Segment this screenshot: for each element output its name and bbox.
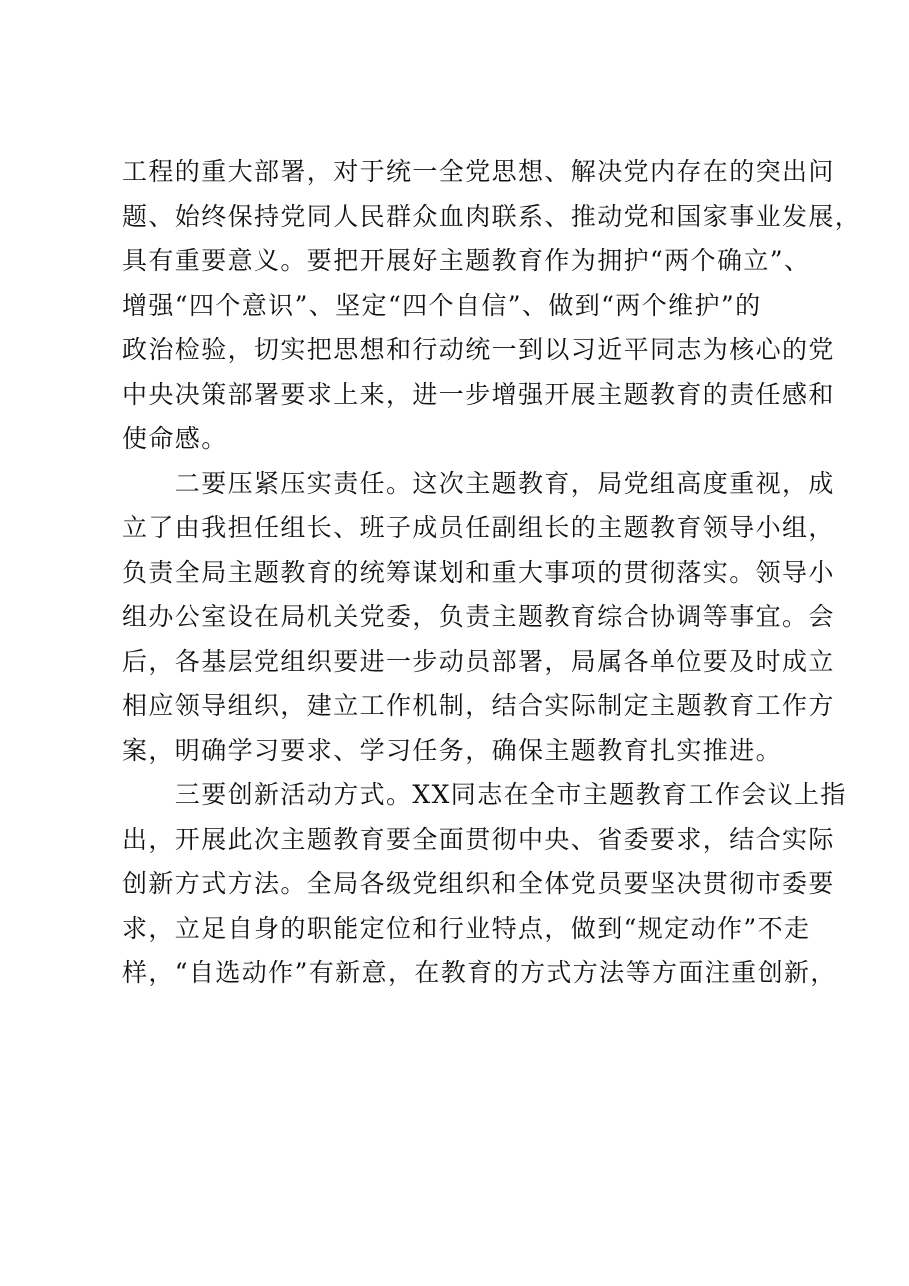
text-line: 创新方式方法。全局各级党组织和全体党员要坚决贯彻市委要 <box>122 869 835 898</box>
text-line: 题、始终保持党同人民群众血肉联系、推动党和国家事业发展， <box>122 201 862 231</box>
text-line: 组办公室设在局机关党委，负责主题教育综合协调等事宜。会 <box>122 602 835 631</box>
text-line: 立了由我担任组长、班子成员任副组长的主题教育领导小组， <box>122 513 835 542</box>
text-line: 使命感。 <box>122 424 228 453</box>
text-line: 中央决策部署要求上来，进一步增强开展主题教育的责任感和 <box>122 379 835 409</box>
text-line: 政治检验，切实把思想和行动统一到以习近平同志为核心的党 <box>122 335 835 364</box>
text-line: 具有重要意义。要把开展好主题教育作为拥护“两个确立”、 <box>122 246 811 275</box>
body-text <box>122 150 862 996</box>
text-line: 后，各基层党组织要进一步动员部署，局属各单位要及时成立 <box>122 646 835 676</box>
text-line: 求，立足自身的职能定位和行业特点，做到“规定动作”不走 <box>122 913 811 943</box>
text-line: 增强“四个意识”、坚定“四个自信”、做到“两个维护”的 <box>122 290 762 320</box>
text-line: 二要压紧压实责任。这次主题教育，局党组高度重视，成 <box>122 468 835 498</box>
text-line: 相应领导组织，建立工作机制，结合实际制定主题教育工作方 <box>122 691 835 720</box>
text-line: 负责全局主题教育的统筹谋划和重大事项的贯彻落实。领导小 <box>122 557 835 587</box>
text-line: 样，“自选动作”有新意，在教育的方式方法等方面注重创新， <box>122 958 837 987</box>
text-line: 三要创新活动方式。XX同志在全市主题教育工作会议上指 <box>122 780 847 809</box>
text-line: 案，明确学习要求、学习任务，确保主题教育扎实推进。 <box>122 735 783 765</box>
text-line: 出，开展此次主题教育要全面贯彻中央、省委要求，结合实际 <box>122 824 835 854</box>
text-line: 工程的重大部署，对于统一全党思想、解决党内存在的突出问 <box>122 157 835 186</box>
